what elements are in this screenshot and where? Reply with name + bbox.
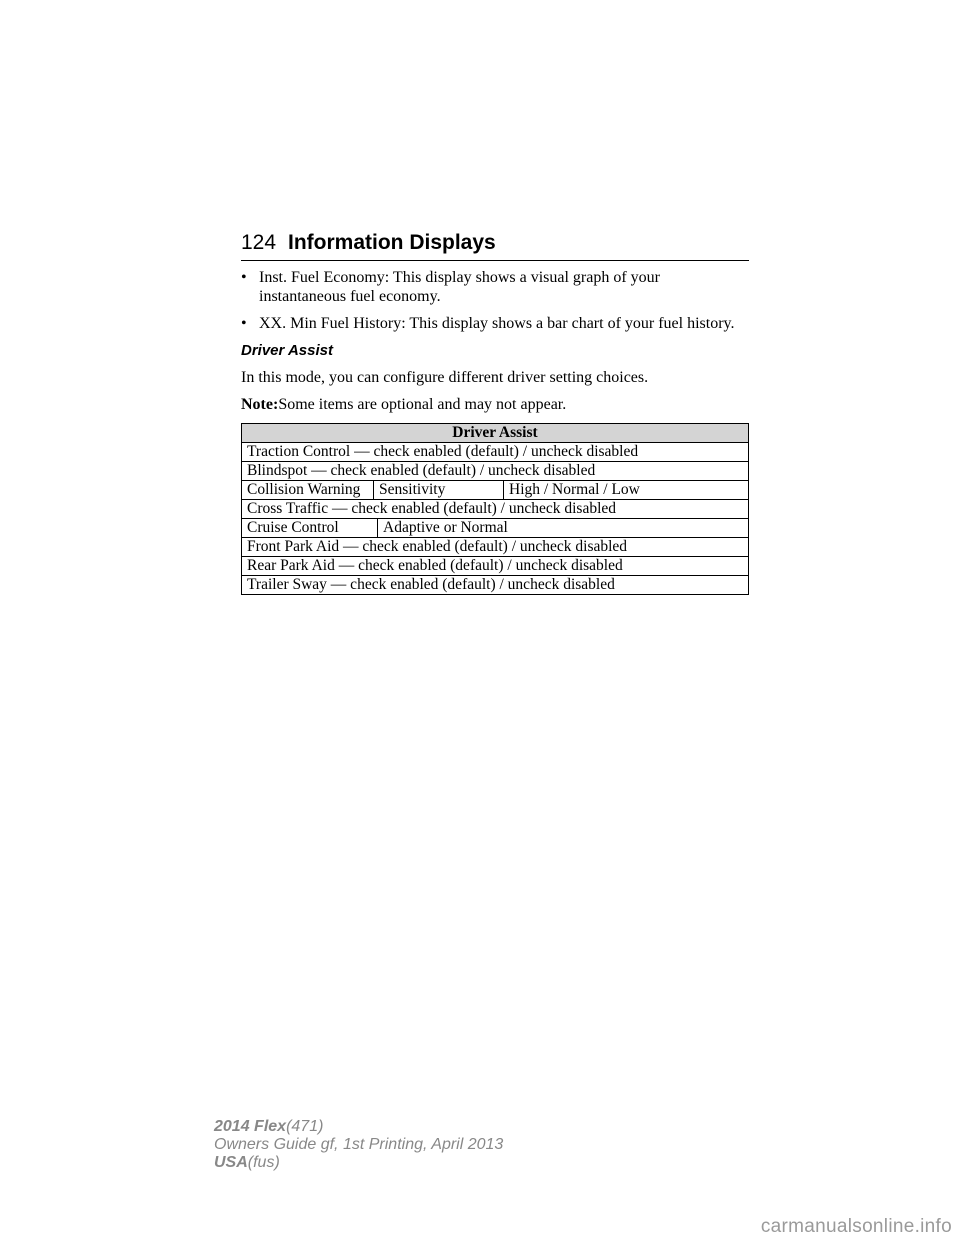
table-row — [242, 443, 749, 462]
intro-paragraph: In this mode, you can configure different driver setting choices. — [241, 369, 649, 386]
subheading-driver-assist: Driver Assist — [241, 342, 333, 359]
footer-model: 2014 Flex — [214, 1118, 287, 1135]
footer-market-code: (fus) — [247, 1154, 280, 1171]
table-header: Driver Assist — [242, 424, 749, 443]
cell-sensitivity-options: High / Normal / Low — [509, 481, 640, 498]
cell-sensitivity: Sensitivity — [379, 481, 504, 499]
table-row — [242, 557, 749, 576]
table-row — [242, 538, 749, 557]
table-row — [242, 462, 749, 481]
bullet-text: XX. Min Fuel History: This display shows a bar chart of your fuel history. — [259, 315, 735, 332]
driver-assist-table — [241, 423, 749, 595]
row-traction-control: Traction Control — check enabled (default) / uncheck disabled — [242, 443, 749, 462]
footer-line-guide: Owners Guide gf, 1st Printing, April 2013 — [214, 1136, 504, 1153]
row-collision-warning — [242, 481, 749, 500]
row-trailer-sway: Trailer Sway — check enabled (default) / uncheck disabled — [242, 576, 749, 595]
note-label: Note: — [241, 396, 279, 413]
cell-cruise-options: Adaptive or Normal — [383, 519, 508, 536]
table-row — [242, 576, 749, 595]
row-cross-traffic: Cross Traffic — check enabled (default) / uncheck disabled — [242, 500, 749, 519]
bullet-icon: • — [241, 315, 247, 332]
cell-cruise-control: Cruise Control — [247, 519, 378, 537]
table-row — [242, 519, 749, 538]
bullet-item — [241, 314, 749, 333]
row-rear-park-aid: Rear Park Aid — check enabled (default) / uncheck disabled — [242, 557, 749, 576]
table-row — [242, 481, 749, 500]
page-content — [241, 268, 749, 422]
bullet-text: Inst. Fuel Economy: This display shows a visual graph of your instantaneous fuel economy. — [259, 269, 660, 305]
note-paragraph — [241, 395, 749, 414]
footer-line-model — [214, 1118, 503, 1136]
row-cruise-control — [242, 519, 749, 538]
footer-model-code: (471) — [286, 1118, 324, 1135]
table-row — [242, 500, 749, 519]
footer-line-market — [214, 1154, 503, 1172]
bullet-icon: • — [241, 269, 247, 286]
cell-collision-warning: Collision Warning — [247, 481, 374, 499]
row-front-park-aid: Front Park Aid — check enabled (default) / uncheck disabled — [242, 538, 749, 557]
bullet-item — [241, 268, 749, 306]
table-header-row — [242, 424, 749, 443]
row-blindspot: Blindspot — check enabled (default) / uncheck disabled — [242, 462, 749, 481]
footer-market: USA — [214, 1154, 248, 1171]
page-header — [241, 228, 749, 261]
page-footer — [214, 1118, 503, 1172]
page-number: 124 — [241, 231, 277, 254]
watermark: carmanualsonline.info — [760, 1216, 952, 1237]
section-title: Information Displays — [288, 231, 496, 254]
note-text: Some items are optional and may not appear. — [278, 396, 567, 413]
